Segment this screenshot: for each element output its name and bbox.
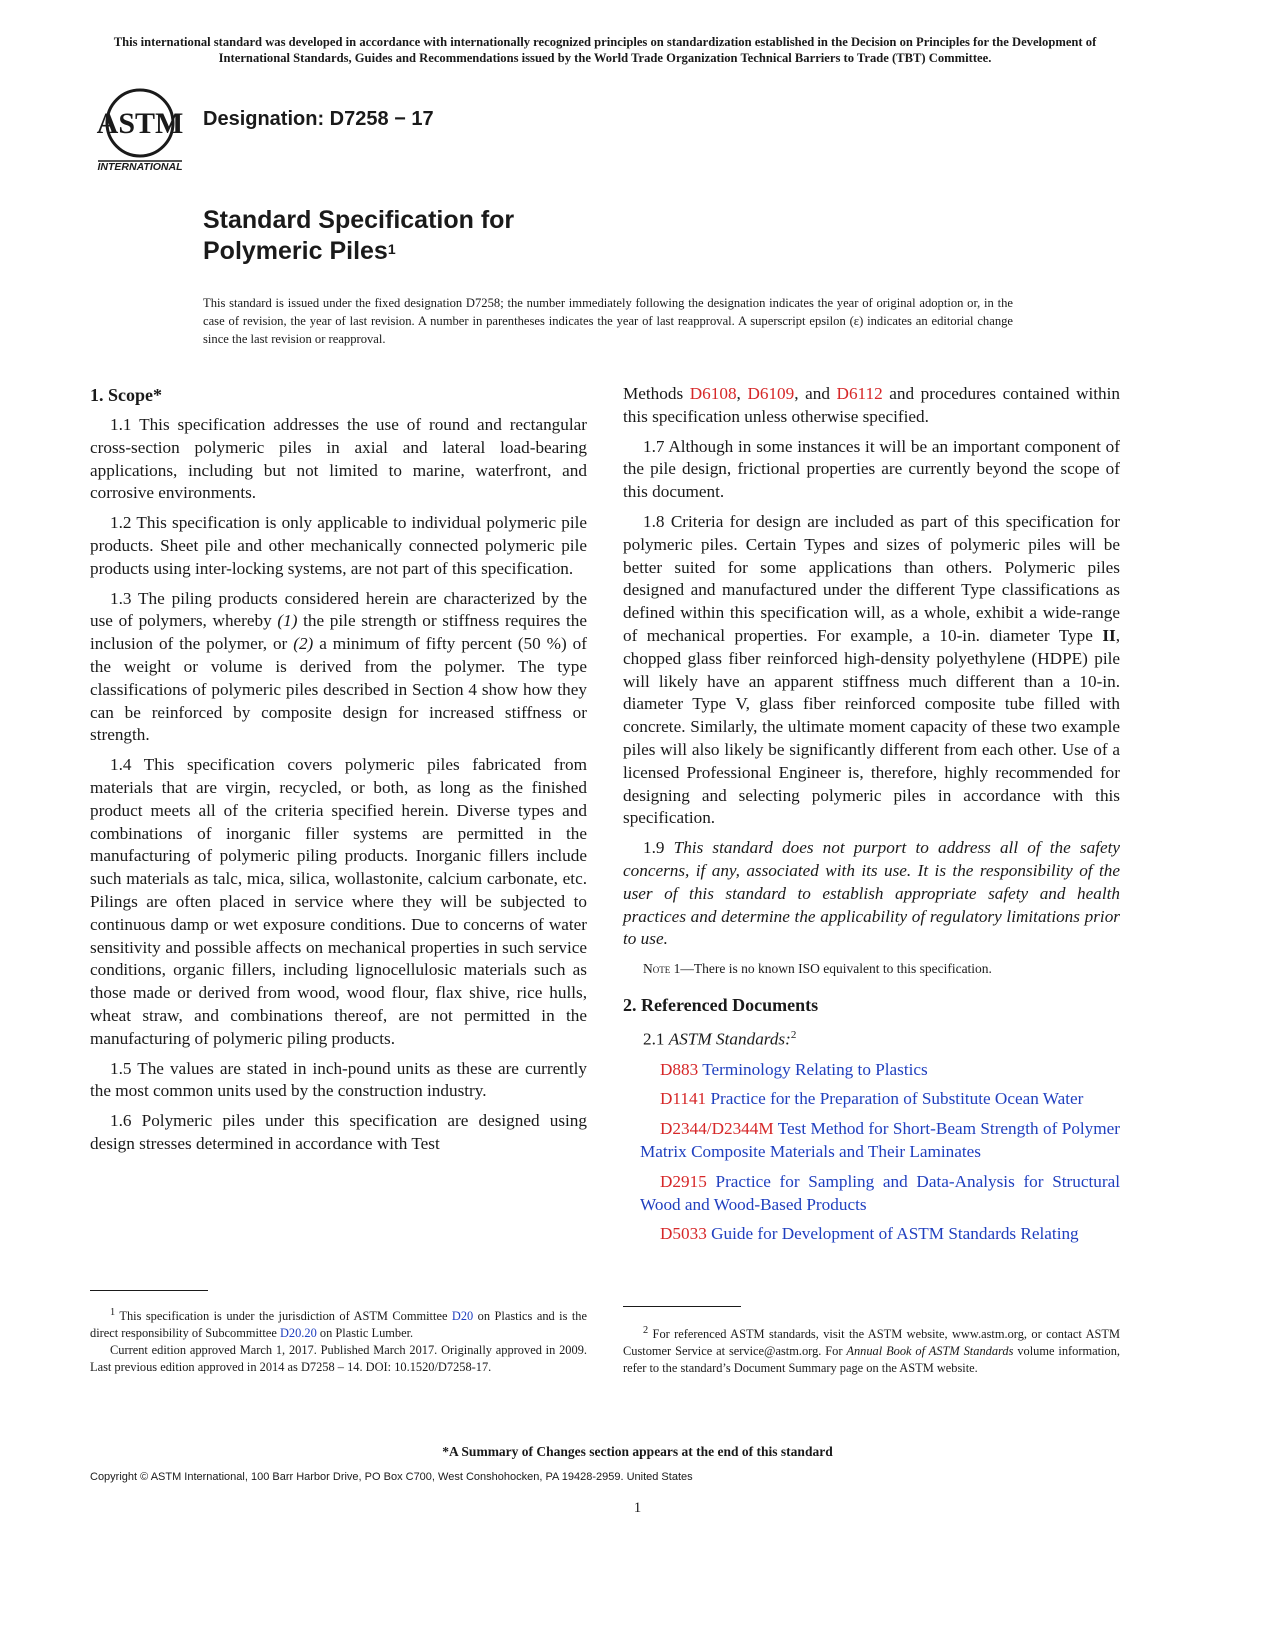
left-column	[90, 383, 587, 1163]
ref-d5033[interactable]: D5033 Guide for Development of ASTM Standards Relating	[660, 1224, 1079, 1244]
footnote-1-rule	[90, 1290, 208, 1291]
section-2-heading: 2. Referenced Documents	[623, 995, 819, 1016]
para-2-1: 2.1 ASTM Standards:$^2$	[643, 1029, 797, 1049]
title-line-2: Polymeric Piles$^1$	[203, 237, 396, 265]
link-d6112[interactable]: D6112	[836, 384, 883, 403]
para-1-9: 1.9 This standard does not purport to address all of the safety concerns, if any, associated with its use. It is the responsibility of the user of this standard to establish appropriate safety and health practices and determine the applicability of regulatory limitations prior to use.	[623, 838, 1121, 949]
para-1-2: 1.2 This specification is only applicable to individual polymeric pile products. Sheet pile and other mechanically connected polymeric pile products using inter-locking systems, are not part of this specification.	[90, 513, 587, 578]
logo-text: ASTM	[96, 107, 184, 140]
para-1-1: 1.1 This specification addresses the use of round and rectangular cross-section polymeric piles in axial and lateral load-bearing applications, including but not limited to marine, waterfront, and corrosive environments.	[90, 415, 587, 503]
title-line-1: Standard Specification for	[203, 206, 515, 234]
para-1-8: 1.8 Criteria for design are included as part of this specification for polymeric piles. Certain Types and sizes of polymeric piles will be better suited for some applications than others. Polymeric piles designed and manufactured under the different Type classifications as defined within this specification will, as a whole, exhibit a wide-range of mechanical properties. For example, a 10-in. diameter Type II, chopped glass fiber reinforced high-density polyethylene (HDPE) pile will likely have an apparent stiffness much different than a 10-in. diameter Type V, glass fiber reinforced composite tube filled with concrete. Similarly, the ultimate moment capacity of these two example piles will also likely be significantly different from each other. Use of a licensed Professional Engineer is, therefore, highly recommended for designing and selecting polymeric piles in accordance with this specification.	[623, 511, 1120, 828]
issued-note: This standard is issued under the fixed designation D7258; the number immediately following the designation indicates the year of original adoption or, in the case of revision, the year of last revision. A number in parentheses indicates the year of last reapproval. A superscript epsilon (ε) indicates an editorial change since the last revision or reapproval.	[203, 296, 1013, 346]
designation: Designation: D7258 − 17	[203, 108, 434, 130]
section-1-heading: 1. Scope*	[90, 385, 162, 405]
wto-notice: This international standard was developed in accordance with internationally recognized principles on standardization established in the Decision on Principles for the Development of International Standards, Guides and Recommendations issued by the World Trade Organization Technical Barriers to Trade (TBT) Committee.	[113, 35, 1097, 65]
note-1: Note 1—There is no known ISO equivalent to this specification.	[643, 961, 992, 977]
footnote-2: $^2$ For referenced ASTM standards, visit the ASTM website, www.astm.org, or contact ASTM Customer Service at service@astm.org. For Annual Book of ASTM Standards volume information, refer to the standard’s Document Summary page on the ASTM website.	[623, 1325, 1120, 1376]
para-1-4: 1.4 This specification covers polymeric piles fabricated from materials that are virgin, recycled, or both, as long as the finished product meets all of the criteria specified herein. Diverse types and combinations of inorganic filler systems are permitted in the manufacturing of polymeric piling products. Inorganic fillers include such materials as talc, mica, silica, wollastonite, calcium carbonate, etc. Pilings are often placed in service where they will be subjected to continuous damp or wet exposure conditions. Due to concerns of water sensitivity and possible affects on mechanical properties in such service conditions, organic fillers, including lignocellulosic materials such as those made or derived from wood, wood flour, flax shive, rice hulls, wheat straw, and combinations thereof, are not permitted in the manufacturing of polymeric piling products.	[90, 755, 587, 1048]
ref-d2915[interactable]: D2915 Practice for Sampling and Data-Analysis for Structural Wood and Wood-Based Products	[640, 1171, 1120, 1214]
summary-of-changes-note: *A Summary of Changes section appears at the end of this standard	[442, 1444, 833, 1459]
para-1-3: 1.3 The piling products considered herein are characterized by the use of polymers, whereby (1) the pile strength or stiffness requires the inclusion of the polymer, or (2) a minimum of fifty percent (50 %) of the weight or volume is derived from the polymer. The type classifications of polymeric piles described in Section 4 show how they can be reinforced by composite design for increased stiffness or strength.	[90, 588, 587, 745]
title-footnote-mark[interactable]: 1	[387, 241, 396, 257]
astm-logo-icon	[90, 85, 190, 175]
para-1-5: 1.5 The values are stated in inch-pound units as these are currently the most common units used by the construction industry.	[90, 1058, 587, 1101]
footnote-2-rule	[623, 1306, 741, 1307]
link-d20[interactable]: D20	[451, 1309, 474, 1324]
para-1-7: 1.7 Although in some instances it will be an important component of the pile design, frictional properties are currently beyond the scope of this document.	[623, 436, 1120, 502]
para-1-6-cont: Methods D6108, D6109, and D6112 and procedures contained within this specification unless otherwise specified.	[623, 384, 1120, 426]
ref-d883[interactable]: D883 Terminology Relating to Plastics	[660, 1059, 928, 1079]
page-number: 1	[633, 1500, 642, 1516]
ref-d2344[interactable]: D2344/D2344M Test Method for Short-Beam Strength of Polymer Matrix Composite Materials and Their Laminates	[640, 1119, 1120, 1162]
copyright: Copyright © ASTM International, 100 Barr Harbor Drive, PO Box C700, West Conshohocken, PA 19428-2959. United States	[90, 1471, 693, 1483]
footnote-1: $^1$ This specification is under the jurisdiction of ASTM Committee D20 on Plastics and is the direct responsibility of Subcommittee D20.20 on Plastic Lumber. Current edition approved March 1, 2017. Published March 2017. Originally approved in 2009. Last previous edition approved in 2014 as D7258 – 14. DOI: 10.1520/D7258-17.	[90, 1307, 587, 1375]
logo-subtext: INTERNATIONAL	[97, 161, 183, 173]
para-1-6: 1.6 Polymeric piles under this specification are designed using design stresses determined in accordance with Test	[90, 1111, 587, 1153]
right-column	[623, 383, 1120, 1253]
link-d20-20[interactable]: D20.20	[279, 1326, 317, 1341]
link-d6108[interactable]: D6108	[689, 384, 737, 403]
link-d6109[interactable]: D6109	[747, 384, 795, 403]
ref-d1141[interactable]: D1141 Practice for the Preparation of Substitute Ocean Water	[660, 1089, 1084, 1109]
page-title	[203, 205, 514, 267]
